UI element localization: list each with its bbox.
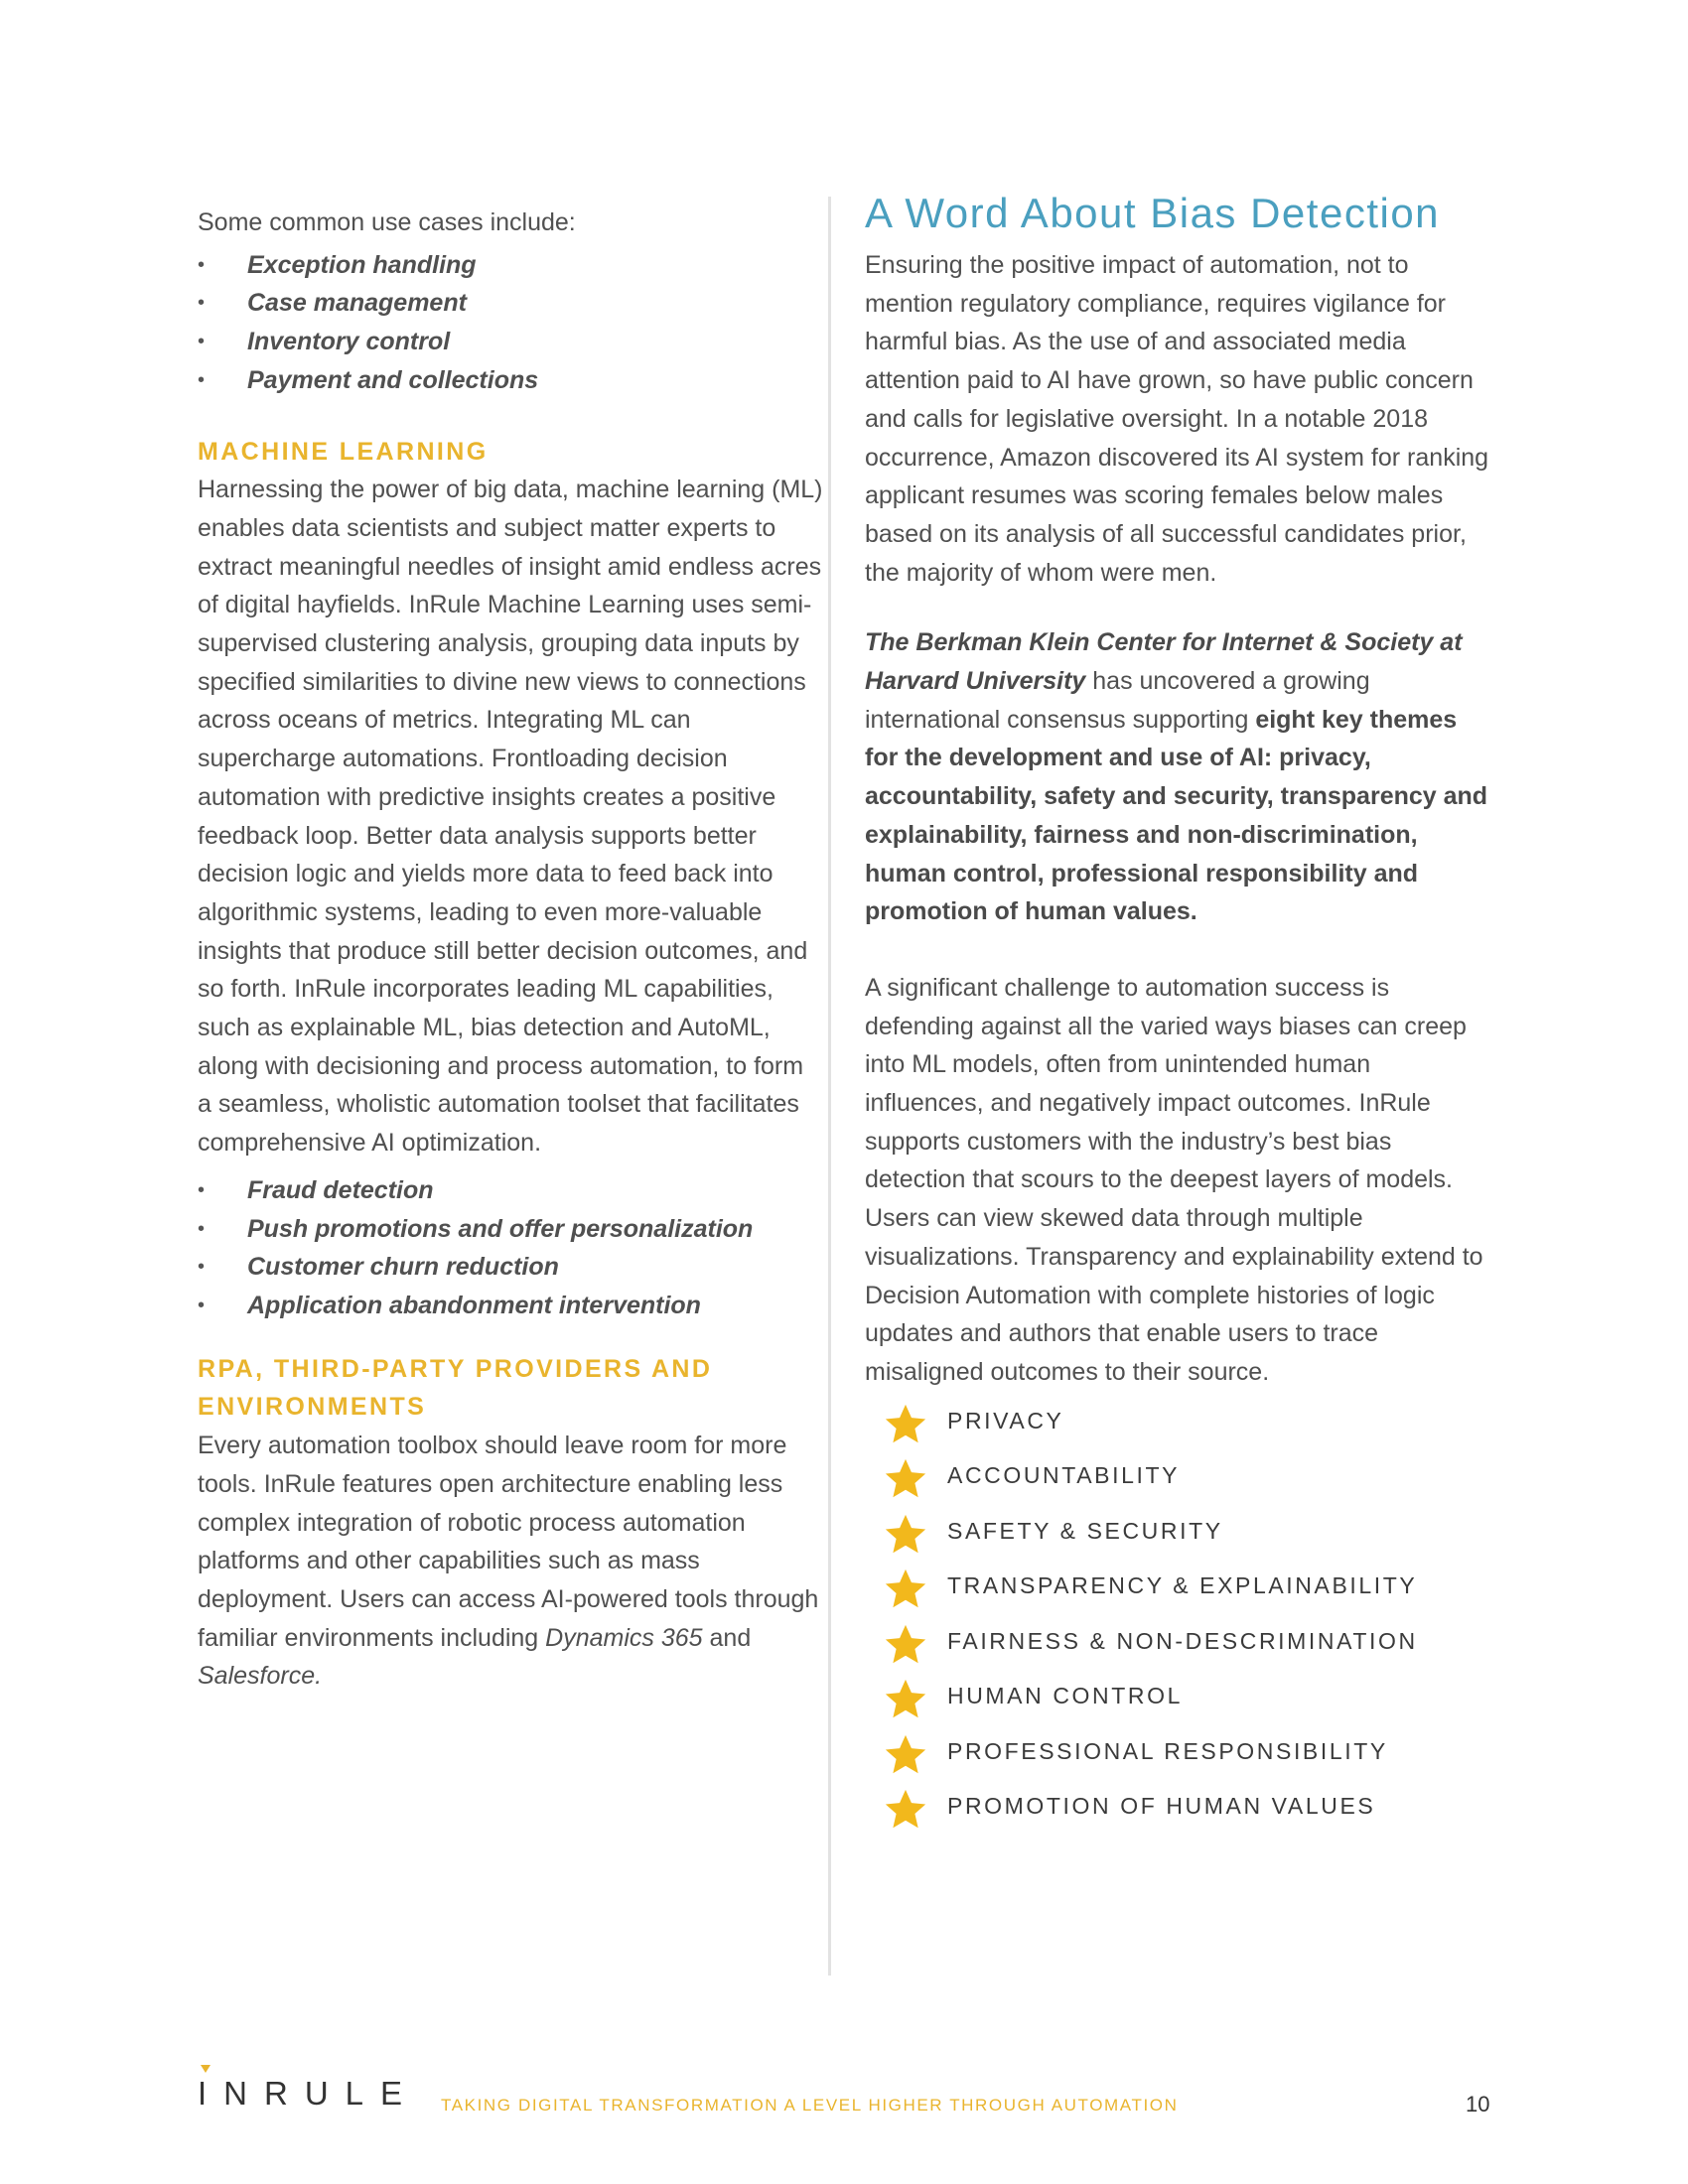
star-icon xyxy=(883,1512,928,1558)
machine-learning-body: Harnessing the power of big data, machine learning (ML) enables data scientists and subject matter experts to extract meaningful needles of insight amid endless acres of digital hayfields. InRule Machine Learning uses semi-supervised clustering analysis, grouping data inputs by specified similarities to divine new views to connections across oceans of metrics. Integrating ML can supercharge automations. Frontloading decision automation with predictive insights creates a positive feedback loop. Better data analysis supports better decision logic and yields more data to feed back into algorithmic systems, leading to even more-valuable insights that produce still better decision outcomes, and so forth. InRule incorporates leading ML capabilities, such as explainable ML, bias detection and AutoML, along with decisioning and process automation, to form a seamless, wholistic automation toolset that facilitates comprehensive AI optimization. xyxy=(198,476,823,1158)
star-icon xyxy=(883,1402,928,1447)
list-item: PROMOTION OF HUMAN VALUES xyxy=(865,1789,1490,1844)
list-item: • Exception handling xyxy=(198,250,477,279)
star-icon xyxy=(883,1456,928,1502)
ml-use-case-list xyxy=(198,1171,823,1325)
list-item: • Inventory control xyxy=(198,328,451,356)
list-item: PRIVACY xyxy=(865,1404,1490,1459)
list-item: • Case management xyxy=(198,289,467,318)
star-icon xyxy=(883,1622,928,1668)
inrule-logo: INRULE xyxy=(198,2075,419,2113)
bias-paragraph-1: Ensuring the positive impact of automation, not to mention regulatory compliance, requires vigilance for harmful bias. As the use of and associated media attention paid to AI have grown, so have public concern and calls for legislative oversight. In a notable 2018 occurrence, Amazon discovered its AI system for ranking applicant resumes was scoring females below males based on its analysis of all successful candidates prior, the majority of whom were men. xyxy=(865,251,1489,587)
list-item: SAFETY & SECURITY xyxy=(865,1514,1490,1570)
list-item: HUMAN CONTROL xyxy=(865,1679,1490,1734)
rpa-body: Every automation toolbox should leave room for more tools. InRule features open architecture enabling less complex integration of robotic process automation platforms and other capabilities such as mass deployment. Users can access AI-powered tools through familiar environments including Dynamics 365 and Salesforce. xyxy=(198,1432,819,1691)
rpa-heading: RPA, THIRD-PARTY PROVIDERS AND ENVIRONMENTS xyxy=(198,1354,713,1422)
list-item: FAIRNESS & NON-DESCRIMINATION xyxy=(865,1624,1490,1680)
list-item: • Push promotions and offer personalization xyxy=(198,1214,754,1243)
ai-themes-list xyxy=(865,1404,1490,1844)
left-column xyxy=(198,204,823,1696)
list-item: • Payment and collections xyxy=(198,365,539,394)
use-cases-intro: Some common use cases include: xyxy=(198,208,576,236)
footer-tagline: TAKING DIGITAL TRANSFORMATION A LEVEL HIGHER THROUGH AUTOMATION xyxy=(441,2096,1179,2115)
bias-paragraph-2: The Berkman Klein Center for Internet & Society at Harvard University has uncovered a growing international consensus supporting eight key themes for the development and use of AI: privacy, accountability, safety and security, transparency and explainability, fairness and non-discrimination, human control, professional responsibility and promotion of human values. xyxy=(865,628,1488,926)
star-icon xyxy=(883,1677,928,1722)
machine-learning-heading: MACHINE LEARNING xyxy=(198,437,489,466)
star-icon xyxy=(883,1567,928,1612)
right-column xyxy=(865,189,1490,1844)
page-title: A Word About Bias Detection xyxy=(865,190,1441,236)
list-item: TRANSPARENCY & EXPLAINABILITY xyxy=(865,1569,1490,1624)
bias-paragraph-3: A significant challenge to automation success is defending against all the varied ways biases can creep into ML models, often from unintended human influences, and negatively impact outcomes. InRule supports customers with the industry’s best bias detection that scours to the deepest layers of models. Users can view skewed data through multiple visualizations. Transparency and explainability extend to Decision Automation with complete histories of logic updates and authors that enable users to trace misaligned outcomes to their source. xyxy=(865,973,1483,1386)
list-item: PROFESSIONAL RESPONSIBILITY xyxy=(865,1734,1490,1790)
page-number: 10 xyxy=(1466,2092,1490,2116)
use-case-list xyxy=(198,246,823,400)
list-item: • Customer churn reduction xyxy=(198,1253,559,1282)
star-icon xyxy=(883,1732,928,1778)
star-icon xyxy=(883,1787,928,1833)
column-divider xyxy=(828,197,831,1976)
list-item: ACCOUNTABILITY xyxy=(865,1458,1490,1514)
logo-accent-icon xyxy=(201,2065,211,2073)
list-item: • Application abandonment intervention xyxy=(198,1291,701,1319)
list-item: • Fraud detection xyxy=(198,1175,434,1204)
